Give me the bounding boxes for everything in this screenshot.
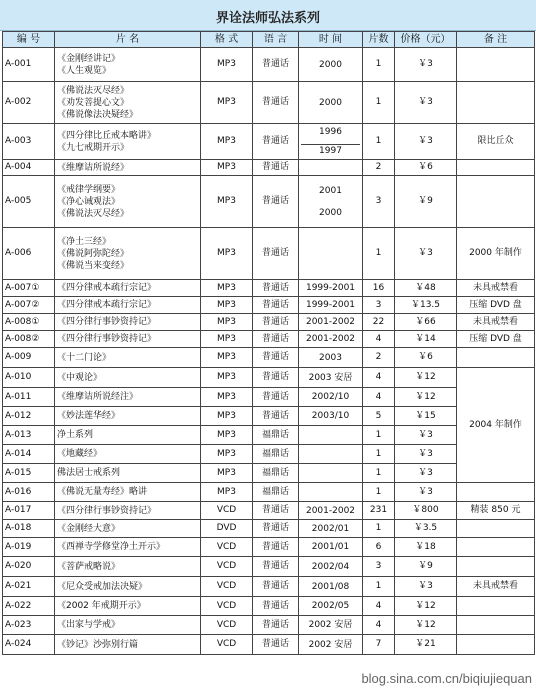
table-row: [3, 280, 535, 297]
cell-time: [299, 426, 363, 445]
time-line: 2001: [319, 185, 342, 196]
cell-format: MP3: [201, 348, 253, 368]
cell-time: [299, 82, 363, 124]
time-line: 1996: [319, 127, 342, 137]
cell-price: ￥12: [395, 368, 457, 388]
cell-count: 7: [363, 635, 395, 655]
cell-time: [299, 331, 363, 348]
cell-count: 1: [363, 426, 395, 445]
cell-count: 4: [363, 368, 395, 388]
cell-count: 231: [363, 502, 395, 520]
watermark: blog.sina.com.cn/biqiujiequan: [361, 671, 532, 686]
cell-title: [55, 331, 201, 348]
cell-price: ￥9: [395, 557, 457, 577]
cell-language: 普通话: [253, 520, 299, 538]
cell-format: MP3: [201, 483, 253, 502]
cell-format: MP3: [201, 426, 253, 445]
header-price: 价格（元）: [395, 32, 457, 48]
cell-count: 1: [363, 483, 395, 502]
cell-language: 普通话: [253, 388, 299, 407]
cell-title: [55, 557, 201, 577]
title-line: 《佛说像法决疑经》: [57, 109, 139, 120]
cell-title: [55, 297, 201, 314]
title-line: 《四分律行事钞资持记》: [57, 334, 157, 344]
cell-format: MP3: [201, 82, 253, 124]
title-line: 净土系列: [57, 430, 94, 440]
cell-id: A-006: [3, 228, 55, 280]
title-line: 《四分律比丘戒本略讲》: [57, 130, 157, 141]
cell-id: A-003: [3, 124, 55, 160]
cell-format: MP3: [201, 160, 253, 176]
cell-price: ￥3: [395, 483, 457, 502]
cell-count: 4: [363, 616, 395, 635]
cell-note: [457, 635, 535, 655]
table-header-row: [3, 32, 535, 48]
cell-language: 普通话: [253, 314, 299, 331]
cell-time: [299, 445, 363, 464]
cell-language: 普通话: [253, 48, 299, 82]
cell-time: [299, 464, 363, 483]
cell-price: ￥3: [395, 464, 457, 483]
table-row: [3, 297, 535, 314]
table-row: [3, 483, 535, 502]
cell-language: 普通话: [253, 577, 299, 597]
cell-count: 4: [363, 388, 395, 407]
cell-language: 普通话: [253, 597, 299, 616]
cell-note: [457, 82, 535, 124]
time-line: 2000: [319, 97, 342, 108]
cell-language: 普通话: [253, 331, 299, 348]
cell-id: A-020: [3, 557, 55, 577]
header-id: 编 号: [3, 32, 55, 48]
table-row: [3, 577, 535, 597]
cell-time: [299, 538, 363, 557]
cell-price: ￥3: [395, 48, 457, 82]
cell-note: 未具戒禁看: [457, 280, 535, 297]
title-line: 《佛说无量寿经》略讲: [57, 487, 148, 497]
cell-title: [55, 124, 201, 160]
cell-count: 1: [363, 445, 395, 464]
cell-title: [55, 538, 201, 557]
cell-count: 1: [363, 124, 395, 160]
cell-time: [299, 124, 363, 160]
cell-count: 1: [363, 464, 395, 483]
title-line: 《四分律戒本疏行宗记》: [57, 283, 157, 293]
cell-title: [55, 280, 201, 297]
title-line: 《中观论》: [57, 372, 103, 383]
cell-id: A-018: [3, 520, 55, 538]
title-line: 《钞记》沙弥别行篇: [57, 639, 139, 650]
table-row: [3, 176, 535, 228]
table-row: [3, 426, 535, 445]
cell-language: 福鼎话: [253, 483, 299, 502]
cell-note: [457, 48, 535, 82]
cell-note: [457, 597, 535, 616]
cell-price: ￥6: [395, 160, 457, 176]
title-line: 《四分律行事钞资持记》: [57, 317, 157, 327]
time-line: 2000: [319, 59, 342, 70]
cell-format: VCD: [201, 616, 253, 635]
cell-id: A-008①: [3, 314, 55, 331]
time-line: 2001-2002: [305, 505, 356, 516]
cell-note-group: 2004 年制作: [457, 368, 535, 483]
cell-note: [457, 483, 535, 502]
cell-note: [457, 616, 535, 635]
cell-note: 未具戒禁看: [457, 314, 535, 331]
cell-time: [299, 368, 363, 388]
title-line: 《四分律行事钞资持记》: [57, 505, 157, 516]
cell-count: 22: [363, 314, 395, 331]
title-line: 佛法居士戒系列: [57, 468, 121, 478]
cell-note: 2000 年制作: [457, 228, 535, 280]
cell-id: A-005: [3, 176, 55, 228]
cell-format: MP3: [201, 388, 253, 407]
cell-note: 压缩 DVD 盘: [457, 297, 535, 314]
cell-title: [55, 426, 201, 445]
cell-language: 普通话: [253, 280, 299, 297]
title-line: 《妙法莲华经》: [57, 411, 121, 421]
title-line: 《净心诫观法》: [57, 196, 121, 207]
title-line: 《尼众受戒加法决疑》: [57, 581, 148, 592]
cell-format: MP3: [201, 407, 253, 426]
cell-title: [55, 520, 201, 538]
cell-price: ￥12: [395, 388, 457, 407]
cell-count: 1: [363, 577, 395, 597]
cell-note: 限比丘众: [457, 124, 535, 160]
cell-id: A-004: [3, 160, 55, 176]
title-line: 《十二门论》: [57, 352, 112, 363]
table-row: [3, 160, 535, 176]
cell-count: 1: [363, 228, 395, 280]
title-line: 《佛说阿弥陀经》: [57, 248, 130, 259]
cell-id: A-023: [3, 616, 55, 635]
cell-price: ￥3: [395, 124, 457, 160]
cell-price: ￥12: [395, 597, 457, 616]
cell-time: [299, 635, 363, 655]
cell-time: [299, 388, 363, 407]
cell-price: ￥3: [395, 82, 457, 124]
cell-note: [457, 520, 535, 538]
table-row: [3, 314, 535, 331]
cell-count: 4: [363, 331, 395, 348]
table-row: [3, 445, 535, 464]
cell-time: [299, 577, 363, 597]
title-line: 《出家与学戒》: [57, 620, 121, 630]
cell-time: [299, 176, 363, 228]
cell-format: VCD: [201, 577, 253, 597]
cell-language: 福鼎话: [253, 426, 299, 445]
cell-title: [55, 483, 201, 502]
cell-title: [55, 635, 201, 655]
cell-time: [299, 483, 363, 502]
cell-format: VCD: [201, 557, 253, 577]
cell-price: ￥21: [395, 635, 457, 655]
header-count: 片数: [363, 32, 395, 48]
title-line: 《九七戒期开示》: [57, 142, 130, 153]
cell-time: [299, 297, 363, 314]
cell-count: 6: [363, 538, 395, 557]
title-line: 《人生观览》: [57, 65, 112, 76]
cell-language: 普通话: [253, 407, 299, 426]
cell-time: [299, 616, 363, 635]
time-line: 2000: [319, 207, 342, 218]
time-line: 2002/10: [311, 392, 350, 402]
title-line: 《2002 年戒期开示》: [57, 601, 146, 611]
table-row: [3, 538, 535, 557]
cell-format: MP3: [201, 176, 253, 228]
table-row: [3, 557, 535, 577]
cell-id: A-014: [3, 445, 55, 464]
cell-format: MP3: [201, 228, 253, 280]
time-line: 2002/01: [311, 523, 350, 534]
cell-id: A-024: [3, 635, 55, 655]
time-line: 1999-2001: [305, 300, 356, 310]
cell-title: [55, 388, 201, 407]
header-note: 备 注: [457, 32, 535, 48]
cell-id: A-016: [3, 483, 55, 502]
cell-language: 普通话: [253, 82, 299, 124]
cell-id: A-013: [3, 426, 55, 445]
cell-price: ￥14: [395, 331, 457, 348]
cell-count: 4: [363, 597, 395, 616]
cell-format: MP3: [201, 368, 253, 388]
cell-language: 普通话: [253, 228, 299, 280]
cell-time: [299, 502, 363, 520]
title-line: 《佛说法灭尽经》: [57, 85, 130, 96]
cell-title: [55, 597, 201, 616]
time-line: 2001/08: [311, 581, 350, 592]
cell-language: 普通话: [253, 538, 299, 557]
table-row: [3, 348, 535, 368]
cell-count: 5: [363, 407, 395, 426]
header-time: 时 间: [299, 32, 363, 48]
cell-count: 1: [363, 48, 395, 82]
cell-title: [55, 502, 201, 520]
cell-count: 3: [363, 297, 395, 314]
time-line: 2003/10: [311, 411, 350, 421]
title-line: 《西禅寺学修堂净土开示》: [57, 542, 166, 552]
cell-format: DVD: [201, 520, 253, 538]
cell-note: [457, 348, 535, 368]
time-line: 2001-2002: [305, 317, 356, 327]
title-line: 《金刚经大意》: [57, 523, 121, 534]
table-row: [3, 48, 535, 82]
table-row: [3, 635, 535, 655]
cell-price: ￥18: [395, 538, 457, 557]
cell-time: [299, 407, 363, 426]
cell-language: 普通话: [253, 124, 299, 160]
table-row: [3, 502, 535, 520]
time-line: 2003: [319, 352, 342, 363]
cell-time: [299, 160, 363, 176]
header-format: 格 式: [201, 32, 253, 48]
table-row: [3, 124, 535, 160]
cell-price: ￥3: [395, 445, 457, 464]
title-line: 《佛说当来变经》: [57, 260, 130, 271]
cell-count: 3: [363, 176, 395, 228]
cell-id: A-022: [3, 597, 55, 616]
cell-note: [457, 176, 535, 228]
time-line: 2002/05: [311, 601, 350, 611]
time-line: 1999-2001: [305, 283, 356, 293]
table-row: [3, 407, 535, 426]
table-row: [3, 388, 535, 407]
cell-note: 精装 850 元: [457, 502, 535, 520]
cell-language: 普通话: [253, 160, 299, 176]
cell-id: A-017: [3, 502, 55, 520]
cell-title: [55, 616, 201, 635]
cell-count: 2: [363, 348, 395, 368]
table-row: [3, 228, 535, 280]
cell-language: 福鼎话: [253, 445, 299, 464]
cell-time: [299, 557, 363, 577]
cell-note: 未具戒禁看: [457, 577, 535, 597]
header-title: 片 名: [55, 32, 201, 48]
cell-id: A-001: [3, 48, 55, 82]
title-bar: [0, 0, 536, 31]
catalog-table: [2, 31, 535, 655]
title-line: 《维摩诘所说经》: [57, 162, 130, 173]
title-line: 《劝发菩提心文》: [57, 97, 130, 108]
table-row: [3, 520, 535, 538]
time-line: 2001-2002: [305, 334, 356, 344]
cell-count: 1: [363, 82, 395, 124]
cell-title: [55, 577, 201, 597]
title-line: 《净土三经》: [57, 236, 112, 247]
cell-language: 普通话: [253, 368, 299, 388]
cell-price: ￥800: [395, 502, 457, 520]
cell-title: [55, 368, 201, 388]
cell-time: [299, 228, 363, 280]
cell-id: A-021: [3, 577, 55, 597]
cell-format: MP3: [201, 280, 253, 297]
table-row: [3, 597, 535, 616]
time-line: 2003 安居: [308, 372, 353, 383]
cell-language: 普通话: [253, 616, 299, 635]
cell-time: [299, 597, 363, 616]
cell-title: [55, 464, 201, 483]
time-line: 1997: [301, 144, 360, 157]
title-line: 《金刚经讲记》: [57, 53, 121, 64]
title-line: 《维摩诘所说经注》: [57, 392, 139, 402]
cell-id: A-007①: [3, 280, 55, 297]
cell-title: [55, 407, 201, 426]
time-line: 2002/04: [311, 561, 350, 572]
cell-format: MP3: [201, 124, 253, 160]
cell-time: [299, 280, 363, 297]
cell-note: [457, 557, 535, 577]
cell-format: MP3: [201, 445, 253, 464]
cell-format: MP3: [201, 297, 253, 314]
cell-title: [55, 82, 201, 124]
cell-format: VCD: [201, 502, 253, 520]
page-title: 界诠法师弘法系列: [215, 11, 320, 26]
cell-id: A-008②: [3, 331, 55, 348]
cell-count: 3: [363, 557, 395, 577]
cell-language: 普通话: [253, 635, 299, 655]
cell-note: [457, 538, 535, 557]
cell-format: MP3: [201, 464, 253, 483]
time-line: 2002 安居: [308, 639, 353, 650]
cell-count: 1: [363, 520, 395, 538]
cell-format: MP3: [201, 314, 253, 331]
cell-time: [299, 48, 363, 82]
cell-language: 普通话: [253, 502, 299, 520]
cell-note: 压缩 DVD 盘: [457, 331, 535, 348]
title-line: 《四分律戒本疏行宗记》: [57, 300, 157, 310]
cell-language: 福鼎话: [253, 464, 299, 483]
cell-title: [55, 160, 201, 176]
cell-price: ￥9: [395, 176, 457, 228]
cell-id: A-015: [3, 464, 55, 483]
cell-language: 普通话: [253, 176, 299, 228]
cell-price: ￥3: [395, 228, 457, 280]
cell-note: [457, 160, 535, 176]
cell-price: ￥3: [395, 577, 457, 597]
cell-id: A-007②: [3, 297, 55, 314]
cell-title: [55, 228, 201, 280]
cell-id: A-012: [3, 407, 55, 426]
cell-language: 普通话: [253, 348, 299, 368]
table-row: [3, 616, 535, 635]
cell-language: 普通话: [253, 297, 299, 314]
cell-format: MP3: [201, 48, 253, 82]
cell-format: MP3: [201, 331, 253, 348]
title-line: 《地藏经》: [57, 449, 103, 459]
cell-format: VCD: [201, 635, 253, 655]
cell-format: VCD: [201, 597, 253, 616]
cell-price: ￥66: [395, 314, 457, 331]
cell-time: [299, 314, 363, 331]
header-language: 语 言: [253, 32, 299, 48]
table-row: [3, 464, 535, 483]
cell-time: [299, 520, 363, 538]
table-row: [3, 368, 535, 388]
cell-id: A-019: [3, 538, 55, 557]
cell-title: [55, 176, 201, 228]
cell-count: 16: [363, 280, 395, 297]
time-line: 2002 安居: [308, 620, 353, 630]
cell-id: A-011: [3, 388, 55, 407]
cell-language: 普通话: [253, 557, 299, 577]
cell-id: A-002: [3, 82, 55, 124]
cell-title: [55, 48, 201, 82]
cell-count: 2: [363, 160, 395, 176]
cell-id: A-010: [3, 368, 55, 388]
cell-price: ￥15: [395, 407, 457, 426]
cell-id: A-009: [3, 348, 55, 368]
cell-price: ￥12: [395, 616, 457, 635]
cell-price: ￥13.5: [395, 297, 457, 314]
title-line: 《戒律学纲要》: [57, 184, 121, 195]
cell-price: ￥3: [395, 426, 457, 445]
table-row: [3, 82, 535, 124]
cell-title: [55, 445, 201, 464]
cell-price: ￥3.5: [395, 520, 457, 538]
cell-title: [55, 314, 201, 331]
cell-time: [299, 348, 363, 368]
cell-format: VCD: [201, 538, 253, 557]
title-line: 《菩萨戒略说》: [57, 561, 121, 572]
title-line: 《佛说法灭尽经》: [57, 208, 130, 219]
cell-price: ￥48: [395, 280, 457, 297]
table-row: [3, 331, 535, 348]
cell-title: [55, 348, 201, 368]
cell-price: ￥6: [395, 348, 457, 368]
time-line: 2001/01: [311, 542, 350, 552]
